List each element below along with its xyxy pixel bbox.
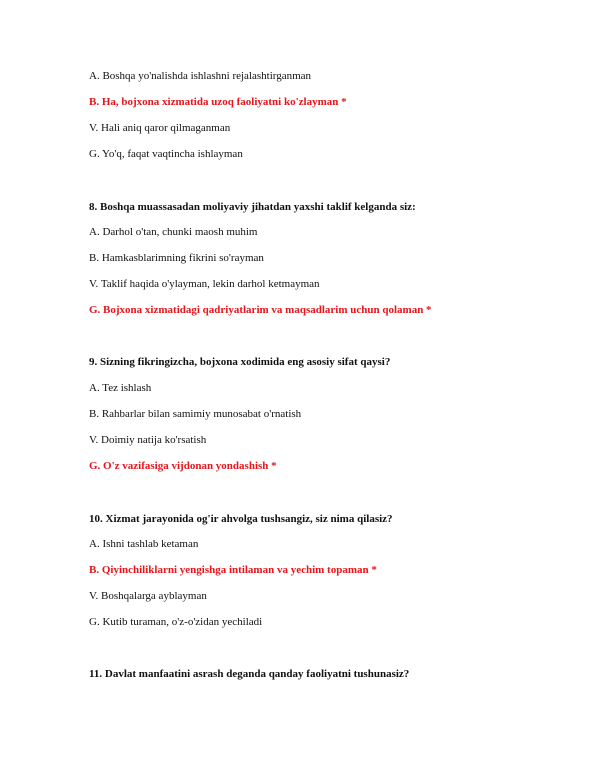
q8-option-g-correct: G. Bojxona xizmatidagi qadriyatlarim va maqsadlarim uchun qolaman *: [89, 304, 432, 316]
q9-option-v: V. Doimiy natija ko'rsatish: [89, 434, 207, 446]
q7-option-a: A. Boshqa yo'nalishda ishlashni rejalashtirganman: [89, 70, 312, 82]
q10-question: 10. Xizmat jarayonida og'ir ahvolga tushsangiz, siz nima qilasiz?: [89, 513, 393, 525]
q10-option-g: G. Kutib turaman, o'z-o'zidan yechiladi: [89, 616, 263, 628]
q8-question: 8. Boshqa muassasadan moliyaviy jihatdan yaxshi taklif kelganda siz:: [89, 201, 416, 213]
q7-option-g: G. Yo'q, faqat vaqtincha ishlayman: [89, 148, 243, 160]
q8-option-a: A. Darhol o'tan, chunki maosh muhim: [89, 226, 258, 238]
q7-option-v: V. Hali aniq qaror qilmaganman: [89, 122, 231, 134]
q9-option-b: B. Rahbarlar bilan samimiy munosabat o'rnatish: [89, 408, 302, 420]
q7-option-b-correct: B. Ha, bojxona xizmatida uzoq faoliyatni ko'zlayman *: [89, 96, 347, 108]
q8-option-v: V. Taklif haqida o'ylayman, lekin darhol ketmayman: [89, 278, 320, 290]
q10-option-a: A. Ishni tashlab ketaman: [89, 538, 199, 550]
q11-question: 11. Davlat manfaatini asrash deganda qanday faoliyatni tushunasiz?: [89, 668, 410, 680]
q10-option-b-correct: B. Qiyinchiliklarni yengishga intilaman va yechim topaman *: [89, 564, 377, 576]
q9-option-g-correct: G. O'z vazifasiga vijdonan yondashish *: [89, 460, 277, 472]
q9-question: 9. Sizning fikringizcha, bojxona xodimida eng asosiy sifat qaysi?: [89, 356, 391, 368]
q9-option-a: A. Tez ishlash: [89, 382, 152, 394]
q10-option-v: V. Boshqalarga ayblayman: [89, 590, 207, 602]
q8-option-b: B. Hamkasblarimning fikrini so'rayman: [89, 252, 264, 264]
